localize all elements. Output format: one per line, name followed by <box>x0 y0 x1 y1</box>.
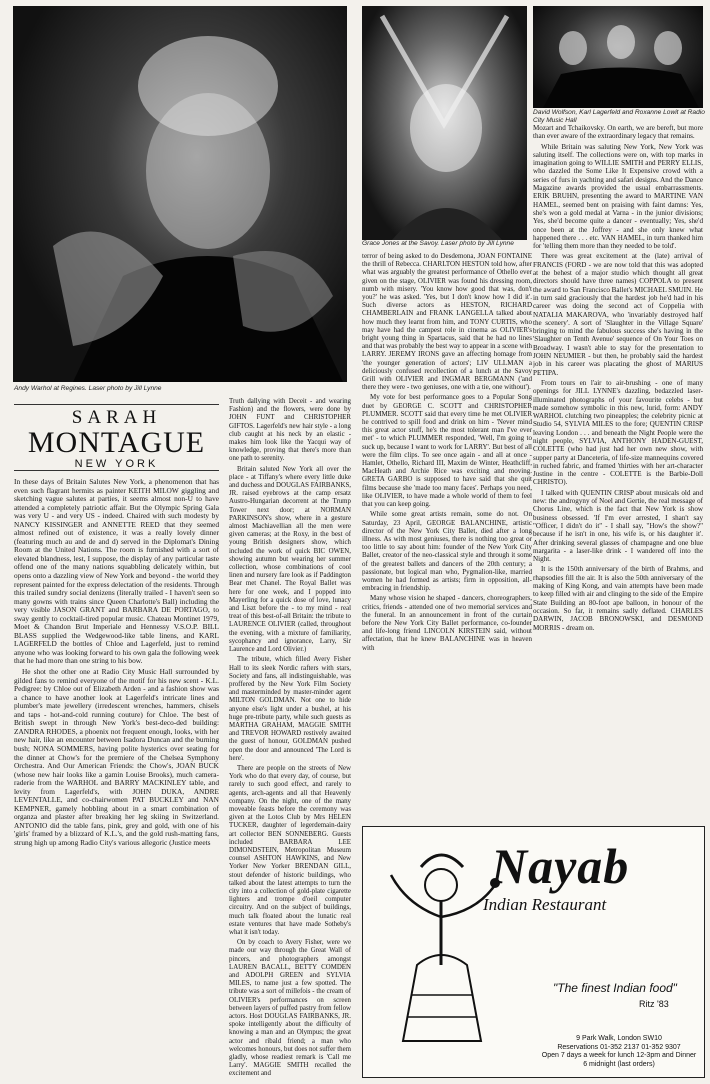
article-column-3 <box>362 252 532 818</box>
article-paragraph: While Britain was saluting New York, New York was saluting itself. The collections were on, with top marks in imagination going to WILLIE SMITH and PERRY ELLIS, who dazzled the Some Like It Expensive crowd with a series of furs in yachting and safari designs. And the Dance Magazine awards provided the usual embarrassments. ERIK BRUHN, presenting the award to MARTINE VAN HAMEL, seemed bent on praising with faint damns: Yes, she's won a gold medal at Varna - in the junior divisions; Yes, she'd become quite a dancer - eventually; Yes, she'd once been at the Joffrey - and she only knew what happened there . . . etc. VAN HAMEL, in turn thanked him for 'telling them more than they needed to be told'. <box>533 142 703 251</box>
nayab-advertisement <box>362 826 705 1078</box>
article-paragraph: While some great artists remain, some do not. On Saturday, 23 April, GEORGE BALANCHINE, artistic director of the New York City Ballet, died after a long illness. As with most geniuses, there is nothing too great or too little to say about him: founder of the New York City Ballet, creator of the neo-classical style and through it some of the greatest ballets and dancers of the 20th century; a passionate, but logical man who, Pygmalion-like, married women he had formed as artists; firm in opposition, all-embracing in friendship. <box>362 510 532 593</box>
article-paragraph: In these days of Britain Salutes New York, a phenomenon that has even such flagrant hermits as painter KEITH MILOW giggling and sketching vague salutes at parties, it seems almost non-U to have attended a completely patriotic affair. But the Olympic Spring Gala was very U - and very US - indeed. Chaired with such modesty by NANCY KISSINGER and ANNETTE REED that they seemed almost refined out of existence, it was a really lovely dinner (featuring much au and de and d) served in the Diplomat's Dining Room at the United Nations. The room is furnished with a sort of elevated blandness, lest, I suppose, the display of any particular taste offend one of the many nations squabbling delicately within, but opens onto a dazzling view of New York and beyond - the world they represent painted for the express delectation of the residents. Through this trailed sundry social denizens (literally trailed - I haven't seen so many gowns with trains since Queen Charlotte's Ball) including the very visible JASON GRANT and BARBARA DE PORTAGO, to sway gently to cocktail-tired popular music. Chateau Montinet 1979, Moet & Chandon Brut Imperiale and Hennessy V.S.O.P. BILL BLASS supplied the Wedgewood-like table linens, and KARL LAGERFELD the bottles of Chloe and Lagerfeld, just to remind anyone who was looking forward to his own gala the following week that he had more than one string to his bow. <box>14 478 219 666</box>
caption-warhol: Andy Warhol at Regines. Laser photo by Jill Lynne <box>14 385 162 392</box>
article-column-1 <box>14 478 219 1078</box>
column-masthead <box>14 407 219 470</box>
article-column-2 <box>229 398 351 1078</box>
ad-logo: Nayab <box>491 838 630 894</box>
article-paragraph: Many whose vision he shaped - dancers, choreographers, critics, friends - attended one of two memorial services and the funeral. In an announcement in front of the curtain before the New York City Ballet performance, co-founder and life-long friend LINCOLN KIRSTEIN said, without affectation, that he knew BALANCHINE was in heaven with <box>362 594 532 652</box>
article-paragraph: Britain saluted New York all over the place - at Tiffany's where every little duke and duchess and DOUGLAS FAIRBANKS, JR. raised eyebrows at the camp ersatz Austro-Hungarian decorrent at the Trump Tower next door; at NORMAN PARKINSON's show, where in a gesture almost Machiavellian all the men were given cameras; at the Roxy, in the best of young British designers show, which included the work of quick BIC OWEN, showing autumn but wearing her summer collection, whose combinations of cool linen and nursery fare look as if Paddington Bear met Chanel. The Royal Ballet was here for one week, and I popped into Mayerling for a quick dose of love, lunacy and Liszt before the - to my mind - real treat of this best-of-all Britain: the tribute to LAURENCE OLIVIER (called, throughout the evening, with a mixture of familiarity, sycophancy and ignorance, Larry, Sir Laurence and Lord Olivier.) <box>229 465 351 654</box>
dancer-illustration-icon <box>377 845 507 1045</box>
article-paragraph: Truth dallying with Deceit - and wearing Fashion) and the flowers, were done by JOHN FUNT and CHRISTOPHER GIFTOS. Lagerfeld's new hair style - a long club caught at his neck by an elastic - makes him look like the Yacqui way of knowledge, proving that there's more than one path to serenity. <box>229 398 351 463</box>
article-paragraph: On by coach to Avery Fisher, were we made our way through the Great Wall of pincers, and photographers amongst LAUREN BACALL, BETTY COMDEN and ADOLPH GREEN and SYLVIA MILES, to name just a few spotted. The tribute was a sort of millefois - the cream of OLIVIER's performances on screen between layers of puffed pastry from fellow actors. Host DOUGLAS FAIRBANKS, JR. spoke intelligently about the difficulty of knowing a man and an Olympus; the great actor and ribald friend; a man who welcomes honours, but does not suffer them gladly, whose readiest remark is 'Call me Larry'. MAGGIE SMITH recalled the excitement and <box>229 939 351 1078</box>
article-paragraph: The tribute, which filled Avery Fisher Hall to its sleek Nordic rafters with stars, Society and fans, all indistinguishable, was proffered by the New York Film Society and masterminded by master-minder agent MILTON GOLDMAN. Not one to hide anyone else's light under a bushel, at his huge pre-tribute party, while such guests as MARTHA GRAHAM, MAGGIE SMITH and TREVOR HOWARD restively awaited the guest of honour, GOLDMAN pushed open the door and announced 'The Lord is here'. <box>229 656 351 762</box>
ad-subtitle: Indian Restaurant <box>483 895 607 914</box>
photo-warhol-figure <box>13 6 347 382</box>
article-paragraph: From tours en l'air to air-brushing - one of many openings for JILL LYNNE's dazzling, bedazzled laser-illuminated photographs of your favourite celebs - but made somehow symbolic in this new, lurid, form: ANDY WARHOL clutching two pineapples; the celebrity picnic at Studio 54, SYLVIA MILES to the fore; QUENTIN CRISP leaving London . . . and beneath the Night People were the night people, SYLVIA, ANTHONY HADEN-GUEST, COLETTE (who had just had her own new show, with supper party at Danceteria, of life-size mannequins covered in ruched fabric, and framed 'thirties with her art-character Justine in the centre - COLETTE is the Barbie-Doll CHRISTO). <box>533 378 703 487</box>
article-column-4 <box>533 124 703 818</box>
article-paragraph: terror of being asked to do Desdemona, JOAN FONTAINE the thrill of Rebecca. CHARLTON HESTON told how, after what was arguably the greatest performance of Othello ever given on the stage, OLIVIER was found his dressing room, numb with misery. 'You know how good that was, don't you?' he was asked. 'Yes, but I don't know how I did it'. Such diverse actors as HESTON, RICHARD CHAMBERLAIN and FRANK LANGELLA talked about how much they learnt from him, and TONY CURTIS, who may have had the campest role in cinema as OLIVIER's bright young thing in Spartacus, said that he had no lines and that was probably the best way to appear in a scene with LARRY. JEREMY IRONS gave an affecting homage from 'the younger generation of actors'; LIV ULLMAN a deliciously confused recollection of a lunch at the Savoy Grill with OLIVIER and INGMAR BERGMANN ('and there they were - two geniuses, one with a tie, one without'). <box>362 252 532 392</box>
article-paragraph: There was great excitement at the (late) arrival of FRANCIS (FORD - we are now told that this was adopted at the behest of a major studio which thought all great directors should have three names) COPPOLA to present the award to San Francisco Ballet's MICHAEL SMUIN. He in turn said graciously that the hardest job he'd had in his career was doing the second act of Coppelia with NATALIA MAKAROVA, who 'invariably destroyed half the scenery'. A sort of 'Slaughter in the Village Square' bringing to mind the fabulous success she's having in the 'Slaughter on Tenth Avenue' sequence of On Your Toes on Broadway. I wasn't able to stay for the presentation to JOHN NEUMIER - but then, he probably said the hardest job in his career was placating the ghost of MARIUS PETIPA. <box>533 252 703 377</box>
photo-jones-figure <box>362 6 527 240</box>
ad-quote: "The finest Indian food" <box>553 981 677 995</box>
ad-address: 9 Park Walk, London SW10 <box>576 1035 662 1042</box>
masthead-last-name: MONTAGUE <box>27 426 206 459</box>
caption-jones: Grace Jones at the Savoy. Laser photo by Jill Lynne <box>362 240 514 247</box>
photo-wolfson-lagerfeld-lowit <box>533 6 703 108</box>
article-paragraph: I talked with QUENTIN CRISP about musicals old and new: the androgyny of Noel and Gertie, the real message of Chorus Line, which is the fact that New York is show business obsessed. 'If I'm ever arrested, I shan't say "Officer, I didn't do it" - I shall say, "How's the show?" because if he isn't in one, his wife is, or his daughter it'. After drinking several glasses of champagne and one blue margarita - a laser-like drink - I wandered off into the Night. <box>533 488 703 564</box>
ad-hours: Open 7 days a week for lunch 12-3pm and Dinner 6 midnight (last orders) <box>541 1052 697 1068</box>
masthead-rule-bottom <box>14 470 219 471</box>
photo-andy-warhol <box>13 6 347 382</box>
ad-ritz-award: Ritz '83 <box>639 999 669 1009</box>
article-paragraph: He shot the other one at Radio City Music Hall surrounded by gilded fans to remind everyone of the motif for his new scent - K.L. Pedigree: by Chloe out of Elizabeth Arden - and a fashion show was a chance to have another look at Lagerfeld's intricate lines and plumber's mate jewellery (irredescent wrenches, hammers, chisels and taps - hot-and-cold running couture) for Chloe. The best of British swept in through New York's best-deco-ded building: ZANDRA RHODES, a phoenix not frequent enough, looks, with her new hair, like an encounter between Isadora Duncan and the burning bush; NONA SOMMERS, having polite hysterics over seating for the dinner at Chow's for the premiere of the Chelsea Symphony Orchestra. And Our American Friends: the Chow's, JOAN BUCK (whose new hair looks like a gamin Louise Brooks), much camera-raderie from the WARHOL and BARRY MACKINLEY table, and levity from Lagerfeld's, with JOHN DUKA, ANDRE LEVENTALLE, and co-chairwomen PAT BUCKLEY and NAN KEMPNER, gamely hobbling about in a smart combination of organza and plaster after breaking her leg skiing in Switzerland. ANTONIO did the table fans, pink, grey and gold, with one of his 'girls' framed by a blizzard of K.L.'s, and the gold rush-matting fans, strung high up among Radio City's various allegoric (Justice meets <box>14 667 219 847</box>
ad-address-block <box>539 1035 699 1069</box>
article-paragraph: Mozart and Tchaikovsky. On earth, we are bereft, but more than ever aware of the extraordinary legacy that remains. <box>533 124 703 141</box>
photo-grace-jones <box>362 6 527 240</box>
caption-wolfson <box>533 109 705 125</box>
article-paragraph: My vote for best performance goes to a Popular Song duet by GEORGE C. SCOTT and CHRISTOPHER PLUMMER. SCOTT said that every time he met OLIVIER he contrived to spill food and drink on him - 'Never mind this great actor stuff, he's the most tolerant man I've ever met' - to which PLUMMER responded, 'Well, I'm going to suck up, because I want to work for LARRY'. But best of all were the film clips. To see once again - and all at once - Hamlet, Othello, Richard III, Maxim de Winter, Heathcliff, MacHeath and Archie Rice was exciting and moving. GRETA GARBO is supposed to have said that she quit films because she 'made too many faces'. Perhaps you need, like OLIVIER, to have made a whole world of them to feel that you can keep going. <box>362 393 532 509</box>
caption-wolfson-text: David Wolfson, Karl Lagerfeld and Roxanne Lowit at Radio City Music Hall <box>533 109 705 124</box>
article-paragraph: There are people on the streets of New York who do that every day, of course, but rarely to such good effect, and rarely to agents, arch-agents and all that Heavenly company. On the night, one of the many moveable feasts before the ceremony was given at the Lotos Club by Mrs HELEN TUCKER, daughter of legerdemain-dairy art collector BEN SONNEBERG. Guests included BARBARA LEE DIMONDSTEIN, Metropolitan Museum counsel ASHTON HAWKINS, and New Yorker New Yorker BRENDAN GILL, stout defender of historic buildings, who talked about the latest attempts to turn the city into a collection of gold-plate cigarette lighters and trompe d'oeil computer circuitry. And on the subject of buildings, much talk floated about the lunatic real estate ventures that have made Sotheby's what it isn't today. <box>229 764 351 936</box>
masthead-rule-top <box>14 404 219 405</box>
article-paragraph: It is the 150th anniversary of the birth of Brahms, and rhapsodies fill the air. It is also the 50th anniversary of the making of King Kong, and vain attempts have been made to keep filled with air and clinging to the side of the Empire State Building an 80-foot ape balloon, in honour of the occasion. So far, it remains sadly deflated. CHARLES DARWIN, JACOB BRONOWSKI, and DESMOND MORRIS - dream on. <box>533 565 703 632</box>
ad-reservations: Reservations 01-352 2137 01-352 9307 <box>557 1043 681 1051</box>
photo-trio-figures <box>533 6 703 108</box>
masthead-city: NEW YORK <box>74 458 159 470</box>
masthead-first-name: SARAH <box>71 407 162 428</box>
